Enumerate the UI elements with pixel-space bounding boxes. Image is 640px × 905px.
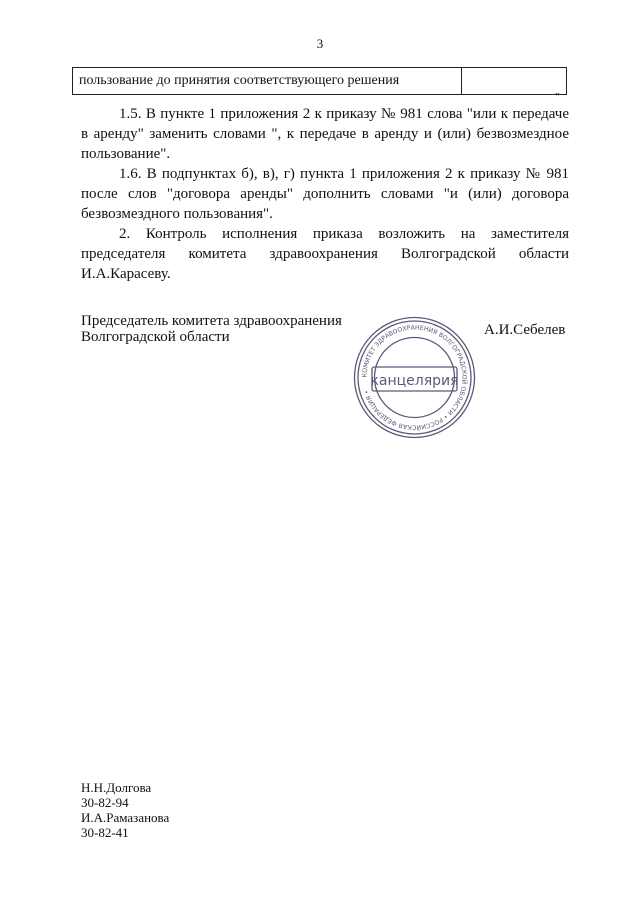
signatory-name: А.И.Себелев [484,322,566,338]
signatory-title [81,313,342,345]
contact-name-1: Н.Н.Долгова [81,780,152,795]
table-cell-empty [462,68,567,95]
paragraph-1-6: 1.6. В подпунктах б), в), г) пункта 1 приложения 2 к приказу № 981 после слов "договора аренды" дополнить словами "и (или) договора безвозмездного пользования". [81,166,569,222]
contact-phone-2: 30-82-41 [81,825,129,840]
table-row [73,68,567,95]
continuation-table [72,67,567,95]
signatory-title-line-2: Волгоградской области [81,329,230,345]
closing-quote-mark: " [555,91,560,103]
contact-name-2: И.А.Рамазанова [81,810,170,825]
page-number: 3 [316,36,324,51]
order-body [81,104,569,284]
stamp-center-text: канцелярия [370,373,459,389]
stamp-ring-text: КОМИТЕТ ЗДРАВООХРАНЕНИЯ ВОЛГОГРАДСКОЙ ОБЛАСТИ • РОССИЙСКАЯ ФЕДЕРАЦИЯ • [361,324,468,431]
office-stamp [352,315,477,440]
contact-info [81,780,169,840]
signatory-title-line-1: Председатель комитета здравоохранения [81,313,342,329]
table-cell-text: пользование до принятия соответствующего решения [73,68,462,95]
paragraph-1-5: 1.5. В пункте 1 приложения 2 к приказу № 981 слова "или к передаче в аренду" заменить словами ", к передаче в аренду и (или) безвозмездное пользование". [81,106,569,162]
paragraph-2: 2. Контроль исполнения приказа возложить на заместителя председателя комитета здравоохранения Волгоградской области И.А.Карасеву. [81,226,569,282]
contact-phone-1: 30-82-94 [81,795,129,810]
